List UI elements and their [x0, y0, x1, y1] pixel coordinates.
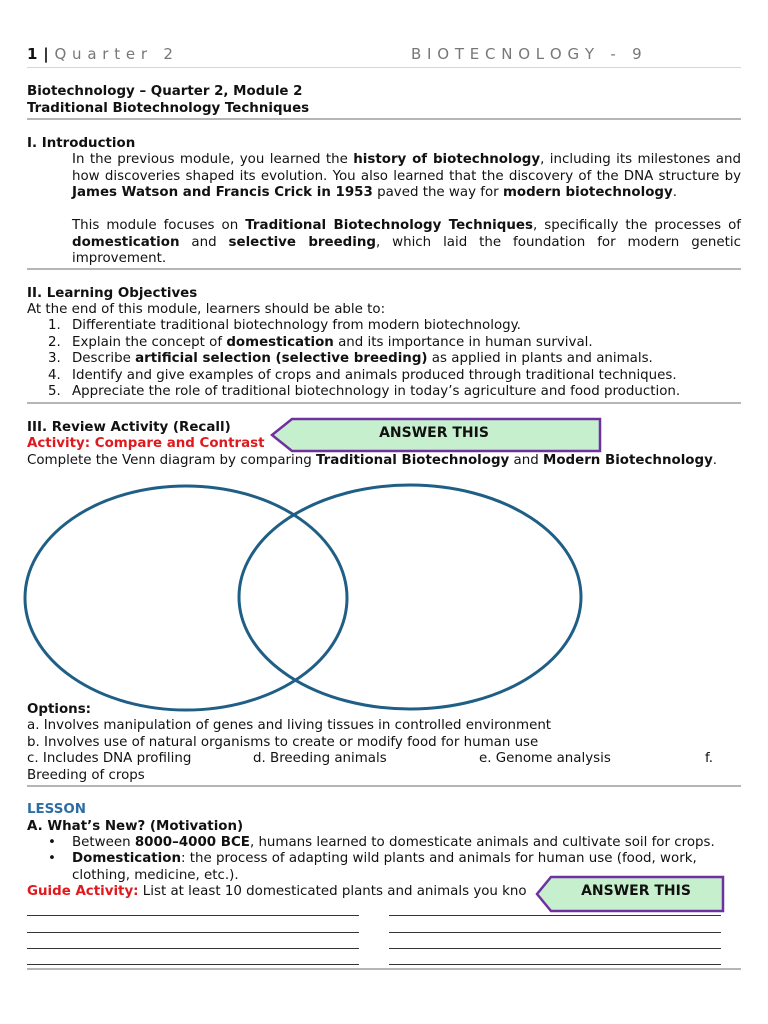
answer-line[interactable] [27, 964, 359, 965]
module-title [27, 84, 741, 117]
answer-line[interactable] [389, 915, 721, 916]
objective-item: 3. Describe artificial selection (selective breeding) as applied in plants and animals. [48, 351, 653, 366]
lesson-heading: A. What’s New? (Motivation) [27, 819, 244, 834]
venn-circle-right[interactable] [239, 485, 581, 709]
answer-line[interactable] [27, 932, 359, 933]
guide-activity-label: Guide Activity: [27, 884, 139, 899]
objective-item: 4. Identify and give examples of crops and animals produced through traditional techniques. [48, 367, 677, 383]
review-instruction: Complete the Venn diagram by comparing Traditional Biotechnology and Modern Biotechnology. [27, 453, 718, 468]
option-c: c. Includes DNA profiling [27, 751, 192, 766]
title-rule [27, 118, 741, 120]
answer-line[interactable] [389, 964, 721, 965]
intro-paragraph-2: This module focuses on Traditional Biotechnology Techniques, specifically the processes of domestication and selective breeding, which laid the foundation for modern genetic improvement. [72, 218, 741, 266]
review-activity-label: Activity: Compare and Contrast [27, 436, 265, 451]
objectives-lead: At the end of this module, learners should be able to: [27, 302, 386, 317]
bullet-icon: • [48, 851, 56, 866]
guide-activity-text: List at least 10 domesticated plants and animals you kno [138, 884, 527, 899]
bullet-icon: • [48, 835, 56, 850]
option-f: f. [705, 751, 713, 766]
objective-item: 5. Appreciate the role of traditional biotechnology in today’s agriculture and food production. [48, 384, 681, 399]
header-separator: | [43, 45, 50, 63]
page-header [27, 46, 741, 66]
lesson-bullet-2: • Domestication: the process of adapting wild plants and animals for human use (food, work, clothing, medicine, etc.). [48, 851, 697, 883]
answer-this-banner: ANSWER THIS [379, 425, 489, 441]
options-rule [27, 785, 741, 787]
lesson-bullet-1: • Between 8000–4000 BCE, humans learned to domesticate animals and cultivate soil for crops. [48, 835, 715, 850]
answer-line[interactable] [27, 915, 359, 916]
page-number: 1 [27, 45, 38, 63]
header-subject: B I O T E C N O L O G Y - 9 [411, 45, 643, 63]
header-rule [27, 67, 741, 68]
option-e: e. Genome analysis [479, 751, 611, 766]
module-title-line1: Biotechnology – Quarter 2, Module 2 [27, 84, 303, 99]
header-quarter: Q u a r t e r 2 [54, 45, 174, 63]
intro-rule [27, 268, 741, 270]
objective-item: 2. Explain the concept of domestication and its importance in human survival. [48, 334, 593, 350]
lesson-label: LESSON [27, 802, 86, 817]
options-heading: Options: [27, 702, 92, 717]
answer-line[interactable] [389, 932, 721, 933]
answer-line[interactable] [27, 948, 359, 949]
venn-diagram [0, 476, 768, 716]
intro-paragraph-1: In the previous module, you learned the history of biotechnology, including its milestones and how discoveries shaped its evolution. You also learned that the discovery of the DNA structure by James Watson and Francis Crick in 1953 paved the way for modern biotechnology. [72, 152, 741, 200]
objectives-rule [27, 402, 741, 404]
review-heading: III. Review Activity (Recall) [27, 420, 231, 435]
objectives-list [48, 318, 741, 401]
answer-this-banner-2: ANSWER THIS [581, 883, 691, 899]
objectives-heading: II. Learning Objectives [27, 286, 198, 301]
answer-line[interactable] [389, 948, 721, 949]
venn-circle-left[interactable] [25, 486, 347, 710]
bottom-rule [27, 968, 741, 970]
option-d: d. Breeding animals [253, 751, 387, 766]
intro-heading: I. Introduction [27, 136, 136, 151]
option-a: a. Involves manipulation of genes and living tissues in controlled environment [27, 718, 552, 733]
option-b: b. Involves use of natural organisms to create or modify food for human use [27, 735, 539, 750]
option-f-text: Breeding of crops [27, 768, 145, 783]
guide-activity [27, 884, 567, 901]
objective-item: 1. Differentiate traditional biotechnology from modern biotechnology. [48, 318, 521, 333]
module-title-line2: Traditional Biotechnology Techniques [27, 100, 310, 116]
